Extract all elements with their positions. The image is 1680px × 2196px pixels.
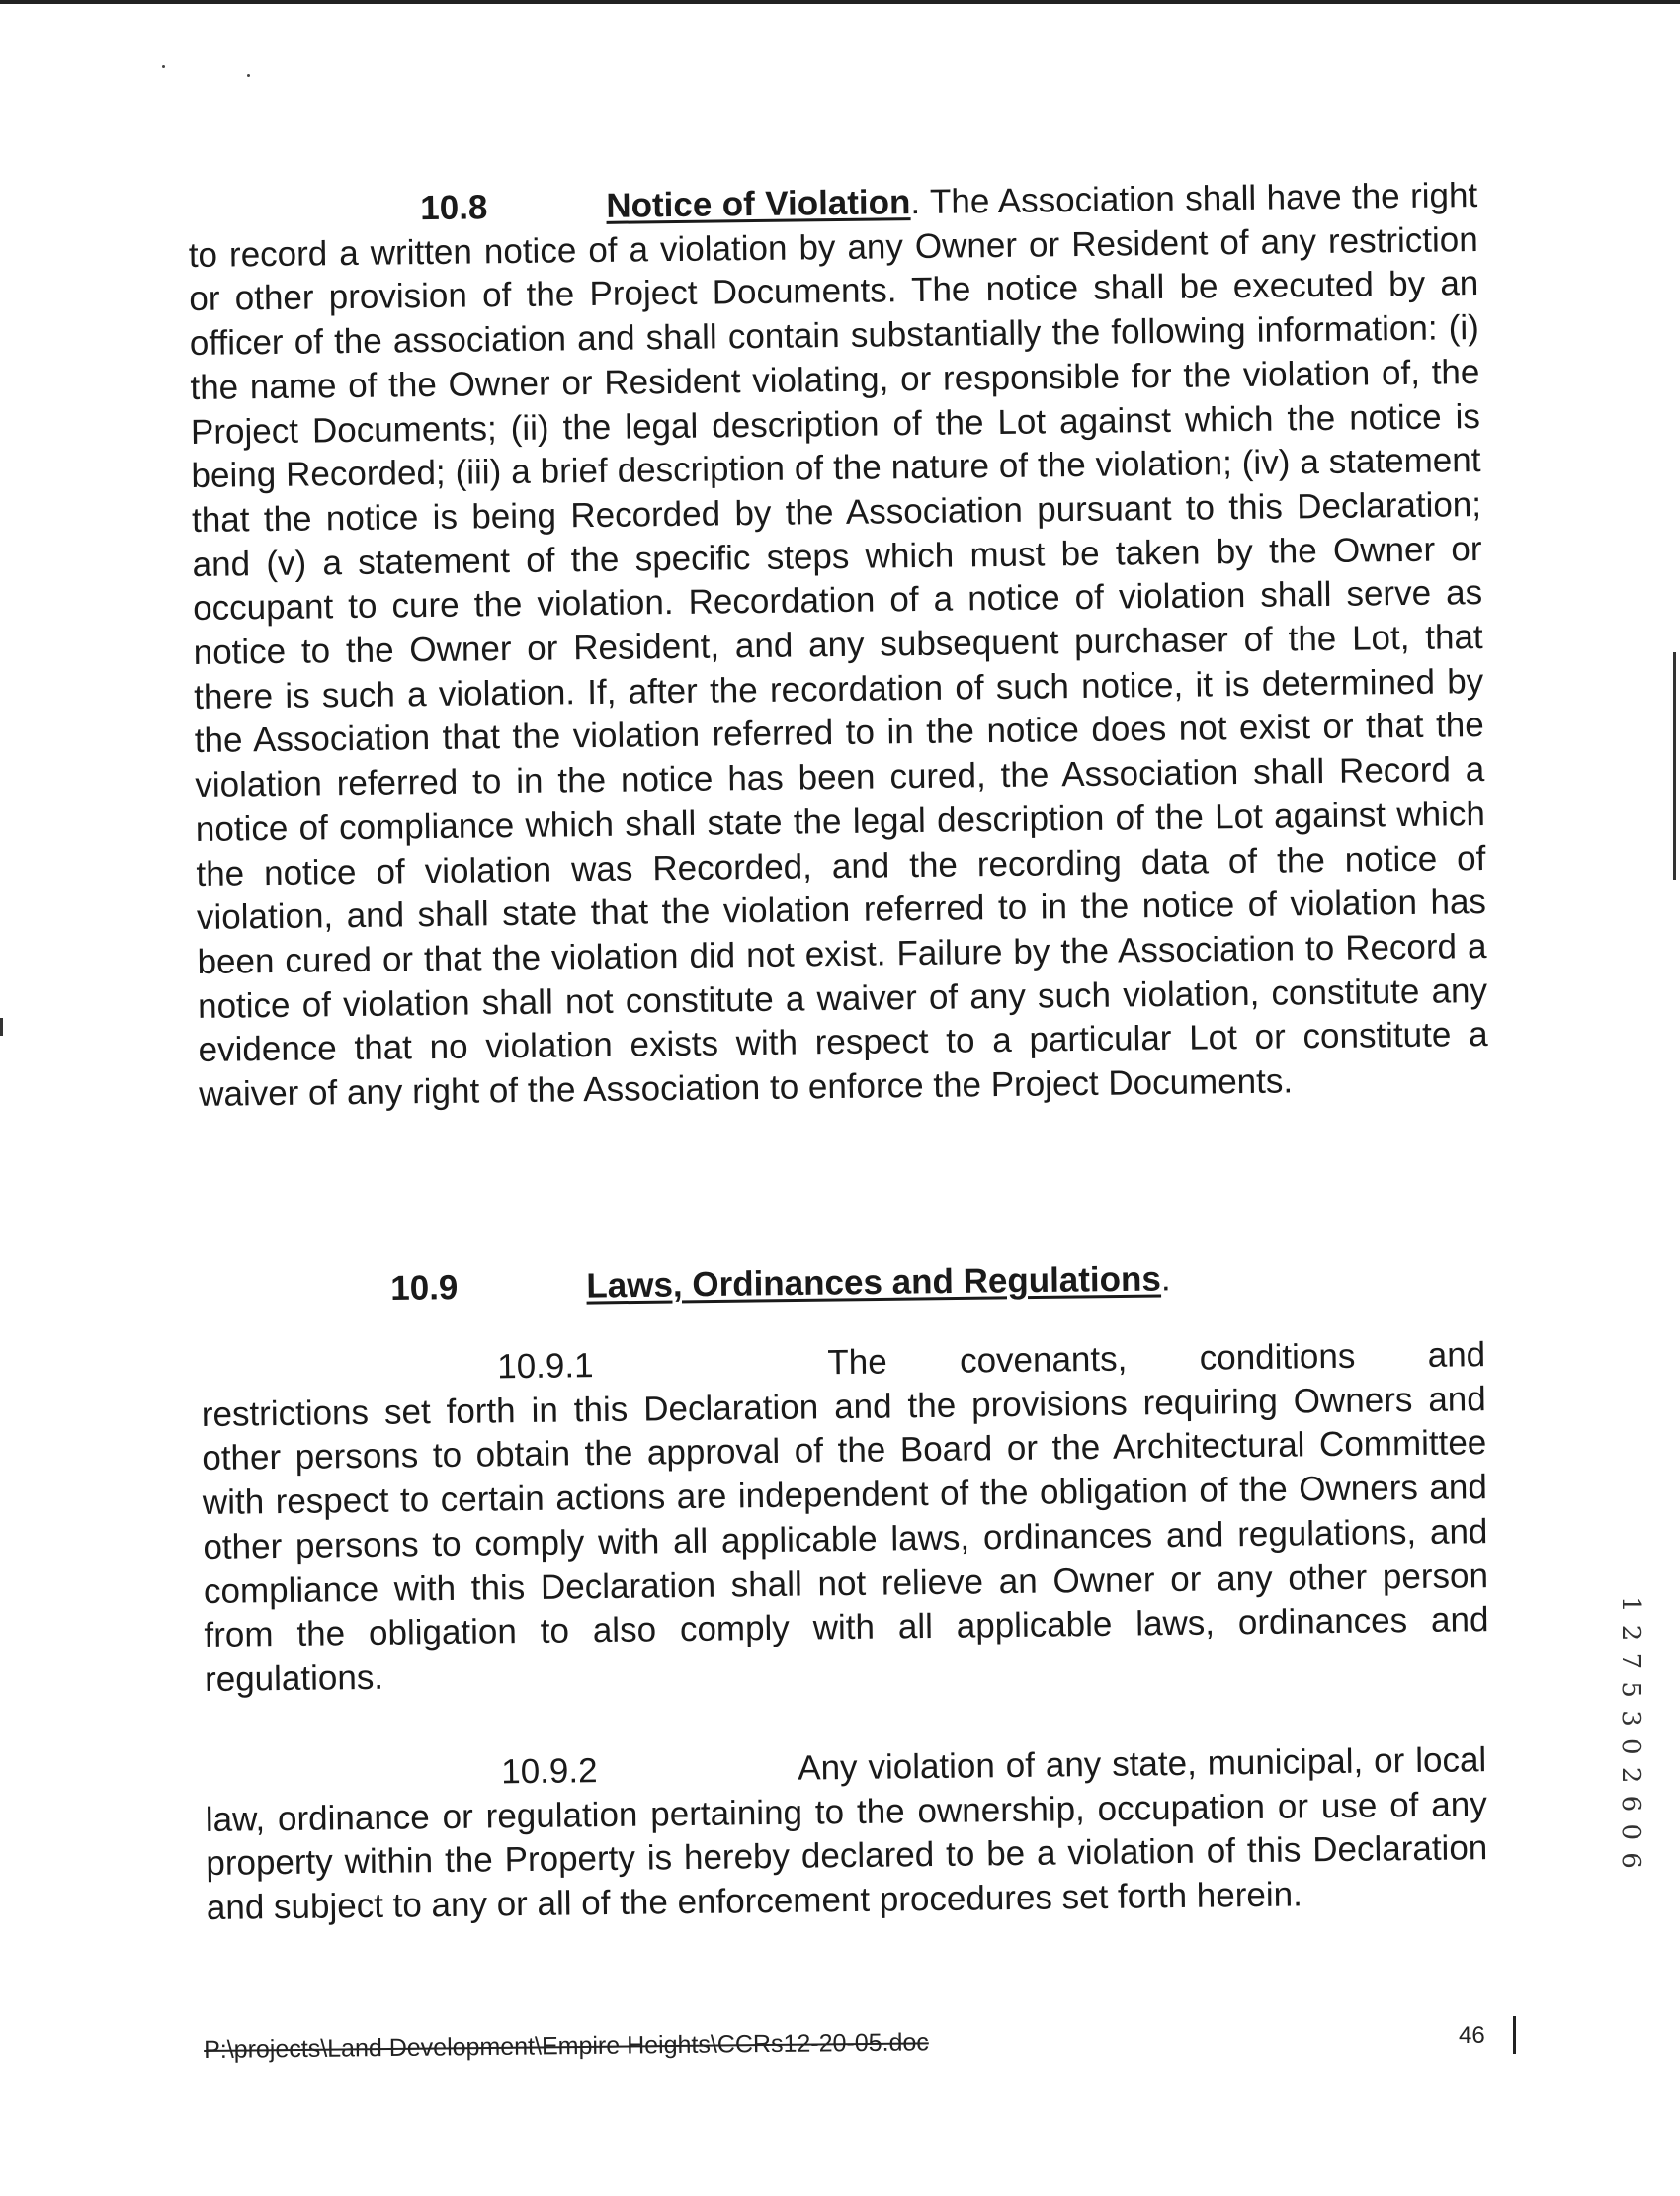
section-10-9-1 [201,1333,1489,1702]
section-title-suffix: . [1160,1259,1171,1299]
scan-right-mark [1673,652,1676,880]
subsection-body: restrictions set forth in this Declaration and the provisions requiring Owners and other persons to obtain the approval of the Board or the Architectural Committee with respect to certain actions are independent of the obligation of the Owners and other persons to comply with all applicable laws, ordinances and regulations, and compliance with this Declaration shall not relieve an Owner or any other person from the obligation to also comply with all applicable laws, ordinances and regulations. [201,1379,1489,1699]
section-body: The Association shall have the right to record a written notice of a violation by any Owner or Resident of any restriction or other provision of the Project Documents. The notice shall be executed by an officer of the association and shall contain substantially the following information: (i) the name of the Owner or Resident violating, or responsible for the violation of, the Project Documents; (ii) the legal description of the Lot against which the notice is being Recorded; (iii) a brief description of the nature of the violation; (iv) a statement that the notice is being Recorded by the Association pursuant to this Declaration; and (v) a statement of the specific steps which must be taken by the Owner or occupant to cure the violation. Recordation of a notice of violation shall serve as notice to the Owner or Resident, and any subsequent purchaser of the Lot, that there is such a violation. If, after the recordation of such notice, it is determined by the Association that the violation referred to in the notice does not exist or that the violation referred to in the notice has been cured, the Association shall Record a notice of compliance which shall state the legal description of the Lot against which the notice of violation was Recorded, and the recording data of the notice of violation, and shall state that the violation referred to in the notice of violation has been cured or that the violation did not exist. Failure by the Association to Record a notice of violation shall not constitute a waiver of any such violation, constitute any evidence that no violation exists with respect to a particular Lot or constitute a waiver of any right of the Association to enforce the Project Documents. [188,176,1488,1114]
footer-file-path: P:\projects\Land Development\Empire Heights\CCRs12-20-05.doc [204,2028,929,2064]
section-title-suffix: . [910,182,921,222]
section-title: Laws, Ordinances and Regulations [586,1259,1162,1306]
section-title: Notice of Violation [606,183,911,225]
scan-speck [162,65,165,68]
page-number: 46 [1459,2022,1485,2049]
subsection-number: 10.9.2 [501,1751,598,1792]
page-number-bar [1513,2016,1516,2054]
section-10-9-heading [390,1257,1171,1310]
first-line-word: covenants, [959,1339,1128,1381]
scan-speck [247,74,250,77]
first-line-word: and [1427,1335,1486,1375]
subsection-body: Any violation of any state, municipal, or local law, ordinance or regulation pertaining to the ownership, occupation or use of any property within the Property is hereby declared to be a violation of this Declaration and subject to any or all of the enforcement procedures set forth herein. [205,1740,1488,1928]
subsection-number: 10.9.1 [497,1346,594,1387]
first-line-word: The [827,1342,887,1383]
section-number: 10.8 [420,188,488,228]
section-10-9-2 [205,1738,1488,1931]
section-number: 10.9 [390,1268,459,1308]
scan-top-edge [0,0,1680,4]
section-10-8 [188,174,1488,1118]
margin-recording-number: 1 2 7 5 3 0 2 6 0 6 [1616,1596,1645,1871]
scan-left-mark [0,1018,3,1036]
first-line-word: conditions [1199,1336,1356,1378]
